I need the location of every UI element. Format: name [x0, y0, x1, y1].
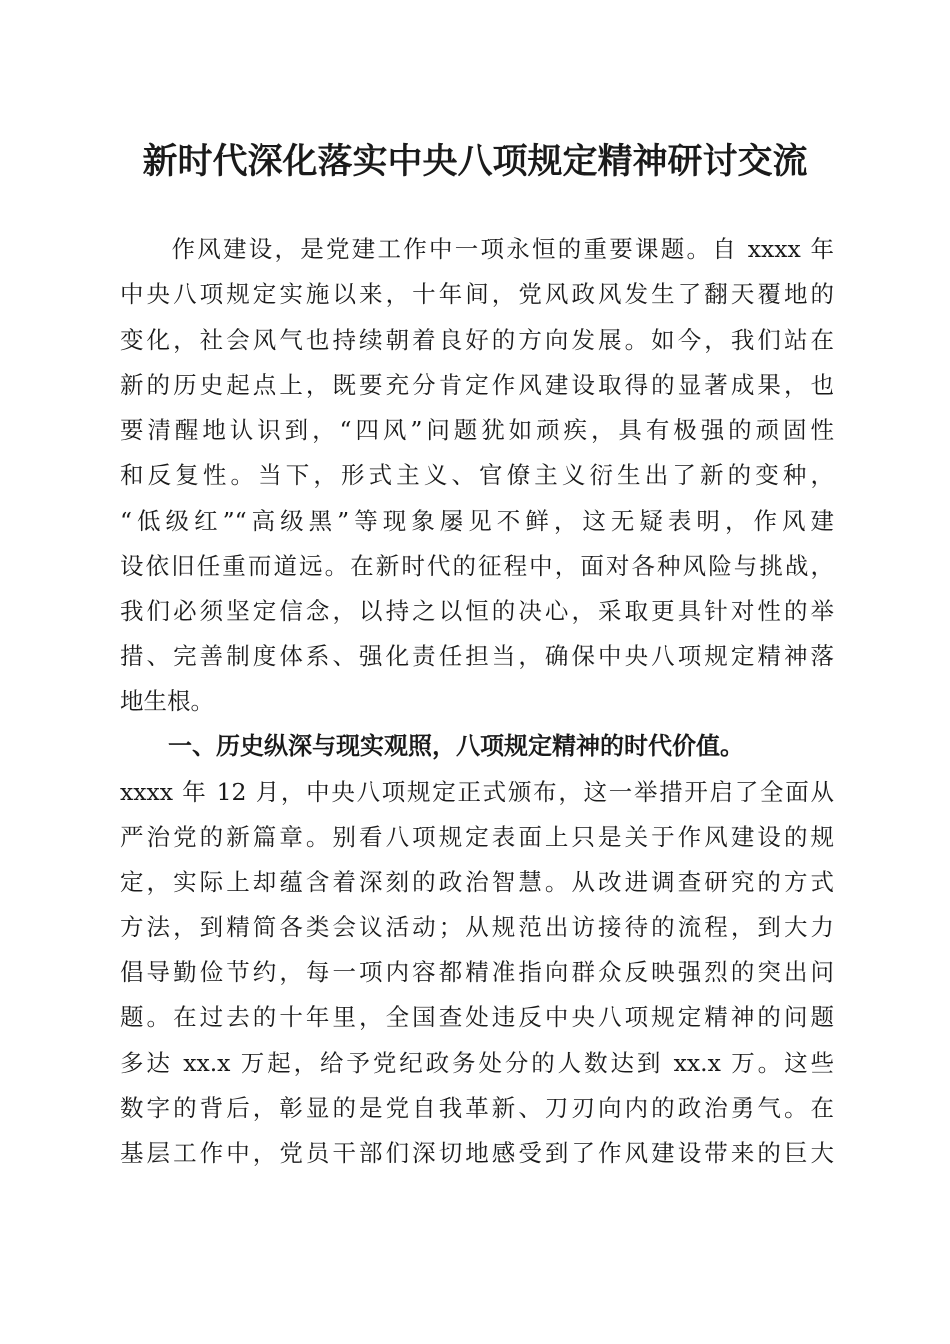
- section-heading: 一、历史纵深与现实观照，八项规定精神的时代价值。: [120, 731, 744, 760]
- section-line: 倡导勤俭节约，每一项内容都精准指向群众反映强烈的突出问: [120, 958, 834, 986]
- section-line: 数字的背后，彰显的是党自我革新、刀刃向内的政治勇气。在: [120, 1094, 834, 1122]
- section-line: 定，实际上却蕴含着深刻的政治智慧。从改进调查研究的方式: [120, 868, 834, 896]
- intro-line: 地生根。: [120, 687, 214, 715]
- intro-line: 中央八项规定实施以来，十年间，党风政风发生了翻天覆地的: [120, 280, 834, 308]
- intro-line: 我们必须坚定信念，以持之以恒的决心，采取更具针对性的举: [120, 597, 834, 625]
- intro-line: 变化，社会风气也持续朝着良好的方向发展。如今，我们站在: [120, 326, 834, 354]
- section-line: 多达 xx.x 万起，给予党纪政务处分的人数达到 xx.x 万。这些: [120, 1049, 834, 1077]
- section-line: 基层工作中，党员干部们深切地感受到了作风建设带来的巨大: [120, 1139, 834, 1167]
- intro-line: 措、完善制度体系、强化责任担当，确保中央八项规定精神落: [120, 642, 834, 670]
- section-line: xxxx 年 12 月，中央八项规定正式颁布，这一举措开启了全面从: [120, 778, 834, 806]
- section-line: 严治党的新篇章。别看八项规定表面上只是关于作风建设的规: [120, 823, 834, 851]
- intro-line: 作风建设，是党建工作中一项永恒的重要课题。自 xxxx 年: [120, 235, 834, 263]
- intro-line: 设依旧任重而道远。在新时代的征程中，面对各种风险与挑战，: [120, 552, 834, 580]
- intro-line: 新的历史起点上，既要充分肯定作风建设取得的显著成果，也: [120, 371, 834, 399]
- intro-line: 要清醒地认识到，“四风”问题犹如顽疾，具有极强的顽固性: [120, 416, 834, 444]
- section-line: 方法，到精简各类会议活动；从规范出访接待的流程，到大力: [120, 913, 834, 941]
- intro-line: 和反复性。当下，形式主义、官僚主义衍生出了新的变种，: [120, 461, 834, 489]
- document-title: 新时代深化落实中央八项规定精神研讨交流: [142, 141, 808, 182]
- section-line: 题。在过去的十年里，全国查处违反中央八项规定精神的问题: [120, 1003, 834, 1031]
- intro-line: “低级红”“高级黑”等现象屡见不鲜，这无疑表明，作风建: [120, 507, 834, 535]
